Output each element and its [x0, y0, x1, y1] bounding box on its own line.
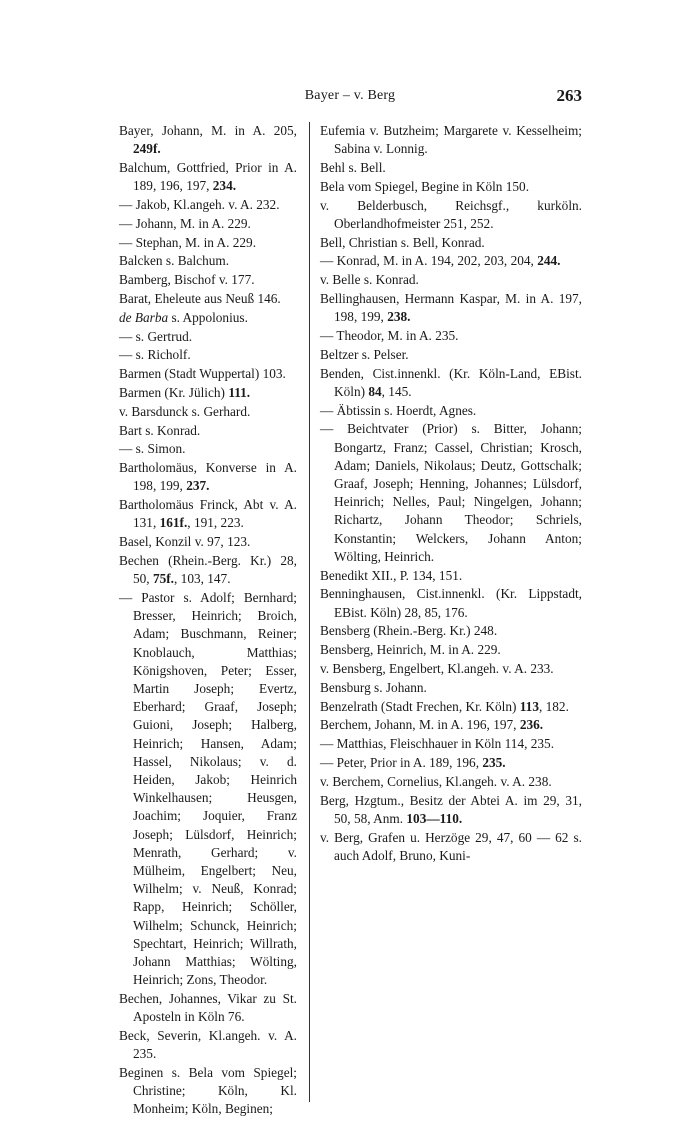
index-entry — [320, 679, 582, 697]
index-entry — [320, 197, 582, 233]
index-entry — [119, 589, 297, 989]
entry-text: — s. Simon. — [119, 441, 186, 457]
entry-text: Basel, Konzil v. 97, 123. — [119, 534, 251, 550]
entry-text: Behl s. Bell. — [320, 160, 386, 175]
entry-text: 103—110. — [406, 810, 463, 826]
entry-text: Bensburg s. Johann. — [320, 679, 427, 695]
index-entry — [320, 420, 582, 566]
entry-text: Barmen (Kr. Jülich) — [119, 384, 229, 400]
column-divider — [309, 122, 310, 1102]
entry-text: Bensberg (Rhein.-Berg. Kr.) 248. — [320, 623, 498, 639]
entry-text: Bart s. Konrad. — [119, 422, 201, 438]
left-column — [119, 122, 297, 1119]
entry-text: v. Berg, Grafen u. Herzöge 29, 47, 60 — 62 s. auch Adolf, Bruno, Kuni- — [320, 829, 582, 863]
index-entry — [320, 159, 582, 177]
index-entry — [119, 346, 297, 364]
index-entry — [119, 1064, 297, 1119]
index-entry — [320, 327, 582, 345]
index-entry — [320, 698, 582, 716]
entry-text: Benninghausen, Cist.innenkl. (Kr. Lippstadt, EBist. Köln) 28, 85, 176. — [320, 586, 582, 620]
index-entry — [119, 328, 297, 346]
entry-text: Bellinghausen, Hermann Kaspar, M. in A. 197, 198, 199, — [320, 290, 582, 325]
index-entry — [320, 585, 582, 621]
entry-text: v. Berchem, Cornelius, Kl.angeh. v. A. 238. — [320, 773, 552, 789]
page-number: 263 — [556, 86, 582, 105]
index-entry — [320, 365, 582, 401]
index-entry — [320, 792, 582, 828]
index-entry — [320, 178, 582, 196]
entry-text: Eufemia v. Butzheim; Margarete v. Kesselheim; Sabina v. Lonnig. — [320, 123, 582, 157]
entry-text: 238. — [387, 309, 411, 325]
index-entry — [320, 829, 582, 865]
entry-text: — Äbtissin s. Hoerdt, Agnes. — [320, 402, 477, 418]
entry-text: Bayer, Johann, M. in A. 205, — [119, 123, 297, 138]
entry-text: v. Barsdunck s. Gerhard. — [119, 403, 251, 419]
index-entry — [119, 496, 297, 532]
index-entry — [320, 252, 582, 270]
index-entry — [119, 365, 297, 383]
entry-text: Berchem, Johann, M. in A. 196, 197, — [320, 717, 520, 733]
entry-text: Barat, Eheleute aus Neuß 146. — [119, 290, 281, 306]
entry-text: 84 — [368, 383, 382, 399]
index-entry — [119, 990, 297, 1026]
index-entry — [320, 402, 582, 420]
running-head: Bayer – v. Berg — [304, 88, 396, 103]
index-entry — [119, 552, 297, 588]
entry-text: 244. — [537, 253, 561, 269]
entry-text: Beck, Severin, Kl.angeh. v. A. 235. — [119, 1028, 297, 1062]
index-entry — [119, 252, 297, 270]
entry-text: — s. Gertrud. — [119, 328, 193, 344]
entry-text: Barmen (Stadt Wuppertal) 103. — [119, 366, 286, 382]
index-entry — [320, 290, 582, 326]
entry-text: Bela vom Spiegel, Begine in Köln 150. — [320, 178, 530, 194]
index-entry — [119, 271, 297, 289]
entry-text: s. Appolonius. — [168, 309, 248, 325]
index-entry — [320, 346, 582, 364]
entry-text: — Peter, Prior in A. 189, 196, — [320, 754, 483, 770]
index-entry — [119, 309, 297, 327]
entry-text: Bell, Christian s. Bell, Konrad. — [320, 234, 485, 250]
index-entry — [119, 196, 297, 214]
entry-text: — Theodor, M. in A. 235. — [320, 327, 459, 343]
entry-text: Bartholomäus Frinck, Abt v. A. 131, — [119, 497, 297, 531]
entry-text: — Stephan, M. in A. 229. — [119, 234, 257, 250]
index-entry — [119, 422, 297, 440]
entry-text: , 191, 223. — [187, 515, 244, 531]
index-entry — [119, 159, 297, 195]
entry-text: Berg, Hzgtum., Besitz der Abtei A. im 29, 31, 50, 58, Anm. — [320, 792, 582, 826]
index-entry — [320, 271, 582, 289]
entry-text: — Matthias, Fleischhauer in Köln 114, 235. — [320, 736, 555, 752]
entry-text: 161f. — [159, 515, 188, 531]
entry-text: Bamberg, Bischof v. 177. — [119, 272, 255, 288]
index-entry — [320, 122, 582, 158]
entry-text: Benzelrath (Stadt Frechen, Kr. Köln) — [320, 698, 520, 714]
index-entry — [119, 533, 297, 551]
entry-text: v. Belle s. Konrad. — [320, 272, 419, 288]
entry-text: Beginen s. Bela vom Spiegel; Christine; Köln, Kl. Monheim; Köln, Beginen; — [119, 1065, 297, 1117]
entry-text: , 103, 147. — [174, 571, 231, 587]
entry-text: Balcken s. Balchum. — [119, 253, 230, 269]
entry-text: 249f. — [133, 141, 161, 157]
index-entry — [119, 122, 297, 158]
index-entry — [119, 290, 297, 308]
index-entry — [119, 459, 297, 495]
index-entry — [320, 641, 582, 659]
entry-text: Bechen (Rhein.-Berg. Kr.) 28, 50, — [119, 552, 297, 587]
index-entry — [320, 234, 582, 252]
entry-text: 113 — [519, 698, 539, 714]
entry-text: 235. — [482, 754, 506, 770]
index-entry — [320, 716, 582, 734]
entry-text: v. Belderbusch, Reichsgf., kurköln. Oberlandhofmeister 251, 252. — [320, 197, 582, 231]
entry-text: — Jakob, Kl.angeh. v. A. 232. — [119, 197, 280, 212]
index-entry — [119, 440, 297, 458]
entry-text: — Pastor s. Adolf; Bernhard; Bresser, Heinrich; Broich, Adam; Buschmann, Reiner; Knoblauch, Matthias; Königshoven, Peter; Esser, Martin Joseph; Evertz, Eberhard; Graaf, Joseph; Guioni, Joseph; Halberg, Heinrich; Hansen, Adam; Hassel, Nikolaus; v. d. Heiden, Jakob; Heinrich Winkelhausen; Heusgen, Joachim; Joquier, Franz Joseph; Lülsdorf, Heinrich; Menrath, Gerhard; v. Mülheim, Engelbert; Neu, Wilhelm; v. Neuß, Konrad; Rapp, Heinrich; Schöller, Wilhelm; Schunck, Heinrich; Spechtart, Heinrich; Willrath, Johann Matthias; Wölting, Heinrich; Zons, Theodor. — [119, 589, 297, 988]
entry-text: Bechen, Johannes, Vikar zu St. Aposteln in Köln 76. — [119, 991, 297, 1025]
entry-text: — Beichtvater (Prior) s. Bitter, Johann; Bongartz, Franz; Cassel, Christian; Krosch, Adam; Daniels, Nikolaus; Deutz, Gottschalk; Graaf, Joseph; Henning, Johannes; Lülsdorf, Heinrich; Nelles, Paul; Ningelgen, Johann; Richartz, Johann Theodor; Schriels, Konstantin; Welckers, Johann Anton; Wölting, Heinrich. — [320, 421, 582, 564]
index-entry — [119, 384, 297, 402]
entry-text: Benden, Cist.innenkl. (Kr. Köln-Land, EBist. Köln) — [320, 365, 582, 399]
entry-text: Bensberg, Heinrich, M. in A. 229. — [320, 642, 501, 658]
index-entry — [119, 1027, 297, 1063]
entry-text: , 182. — [538, 698, 569, 714]
entry-text: 236. — [519, 717, 544, 733]
entry-text: 234. — [212, 178, 237, 194]
index-entry — [320, 754, 582, 772]
entry-text: — s. Richolf. — [119, 347, 191, 363]
right-column — [320, 122, 582, 866]
index-entry — [320, 735, 582, 753]
index-entry — [119, 234, 297, 252]
entry-text: Benedikt XII., P. 134, 151. — [320, 567, 463, 583]
index-entry — [119, 403, 297, 421]
entry-text: — Konrad, M. in A. 194, 202, 203, 204, — [320, 253, 538, 269]
entry-text: Bartholomäus, Konverse in A. 198, 199, — [119, 460, 297, 494]
entry-text: , 145. — [381, 383, 412, 399]
entry-text: de Barba — [119, 309, 169, 325]
entry-text: — Johann, M. in A. 229. — [119, 215, 251, 231]
index-entry — [320, 622, 582, 640]
entry-text: Beltzer s. Pelser. — [320, 346, 409, 362]
entry-text: Balchum, Gottfried, Prior in A. 189, 196, 197, — [119, 160, 297, 194]
index-entry — [320, 567, 582, 585]
index-entry — [320, 773, 582, 791]
entry-text: 111. — [228, 384, 251, 400]
entry-text: 237. — [186, 478, 210, 494]
entry-text: 75f. — [152, 571, 175, 587]
entry-text: v. Bensberg, Engelbert, Kl.angeh. v. A. 233. — [320, 660, 554, 676]
index-entry — [119, 215, 297, 233]
index-entry — [320, 660, 582, 678]
